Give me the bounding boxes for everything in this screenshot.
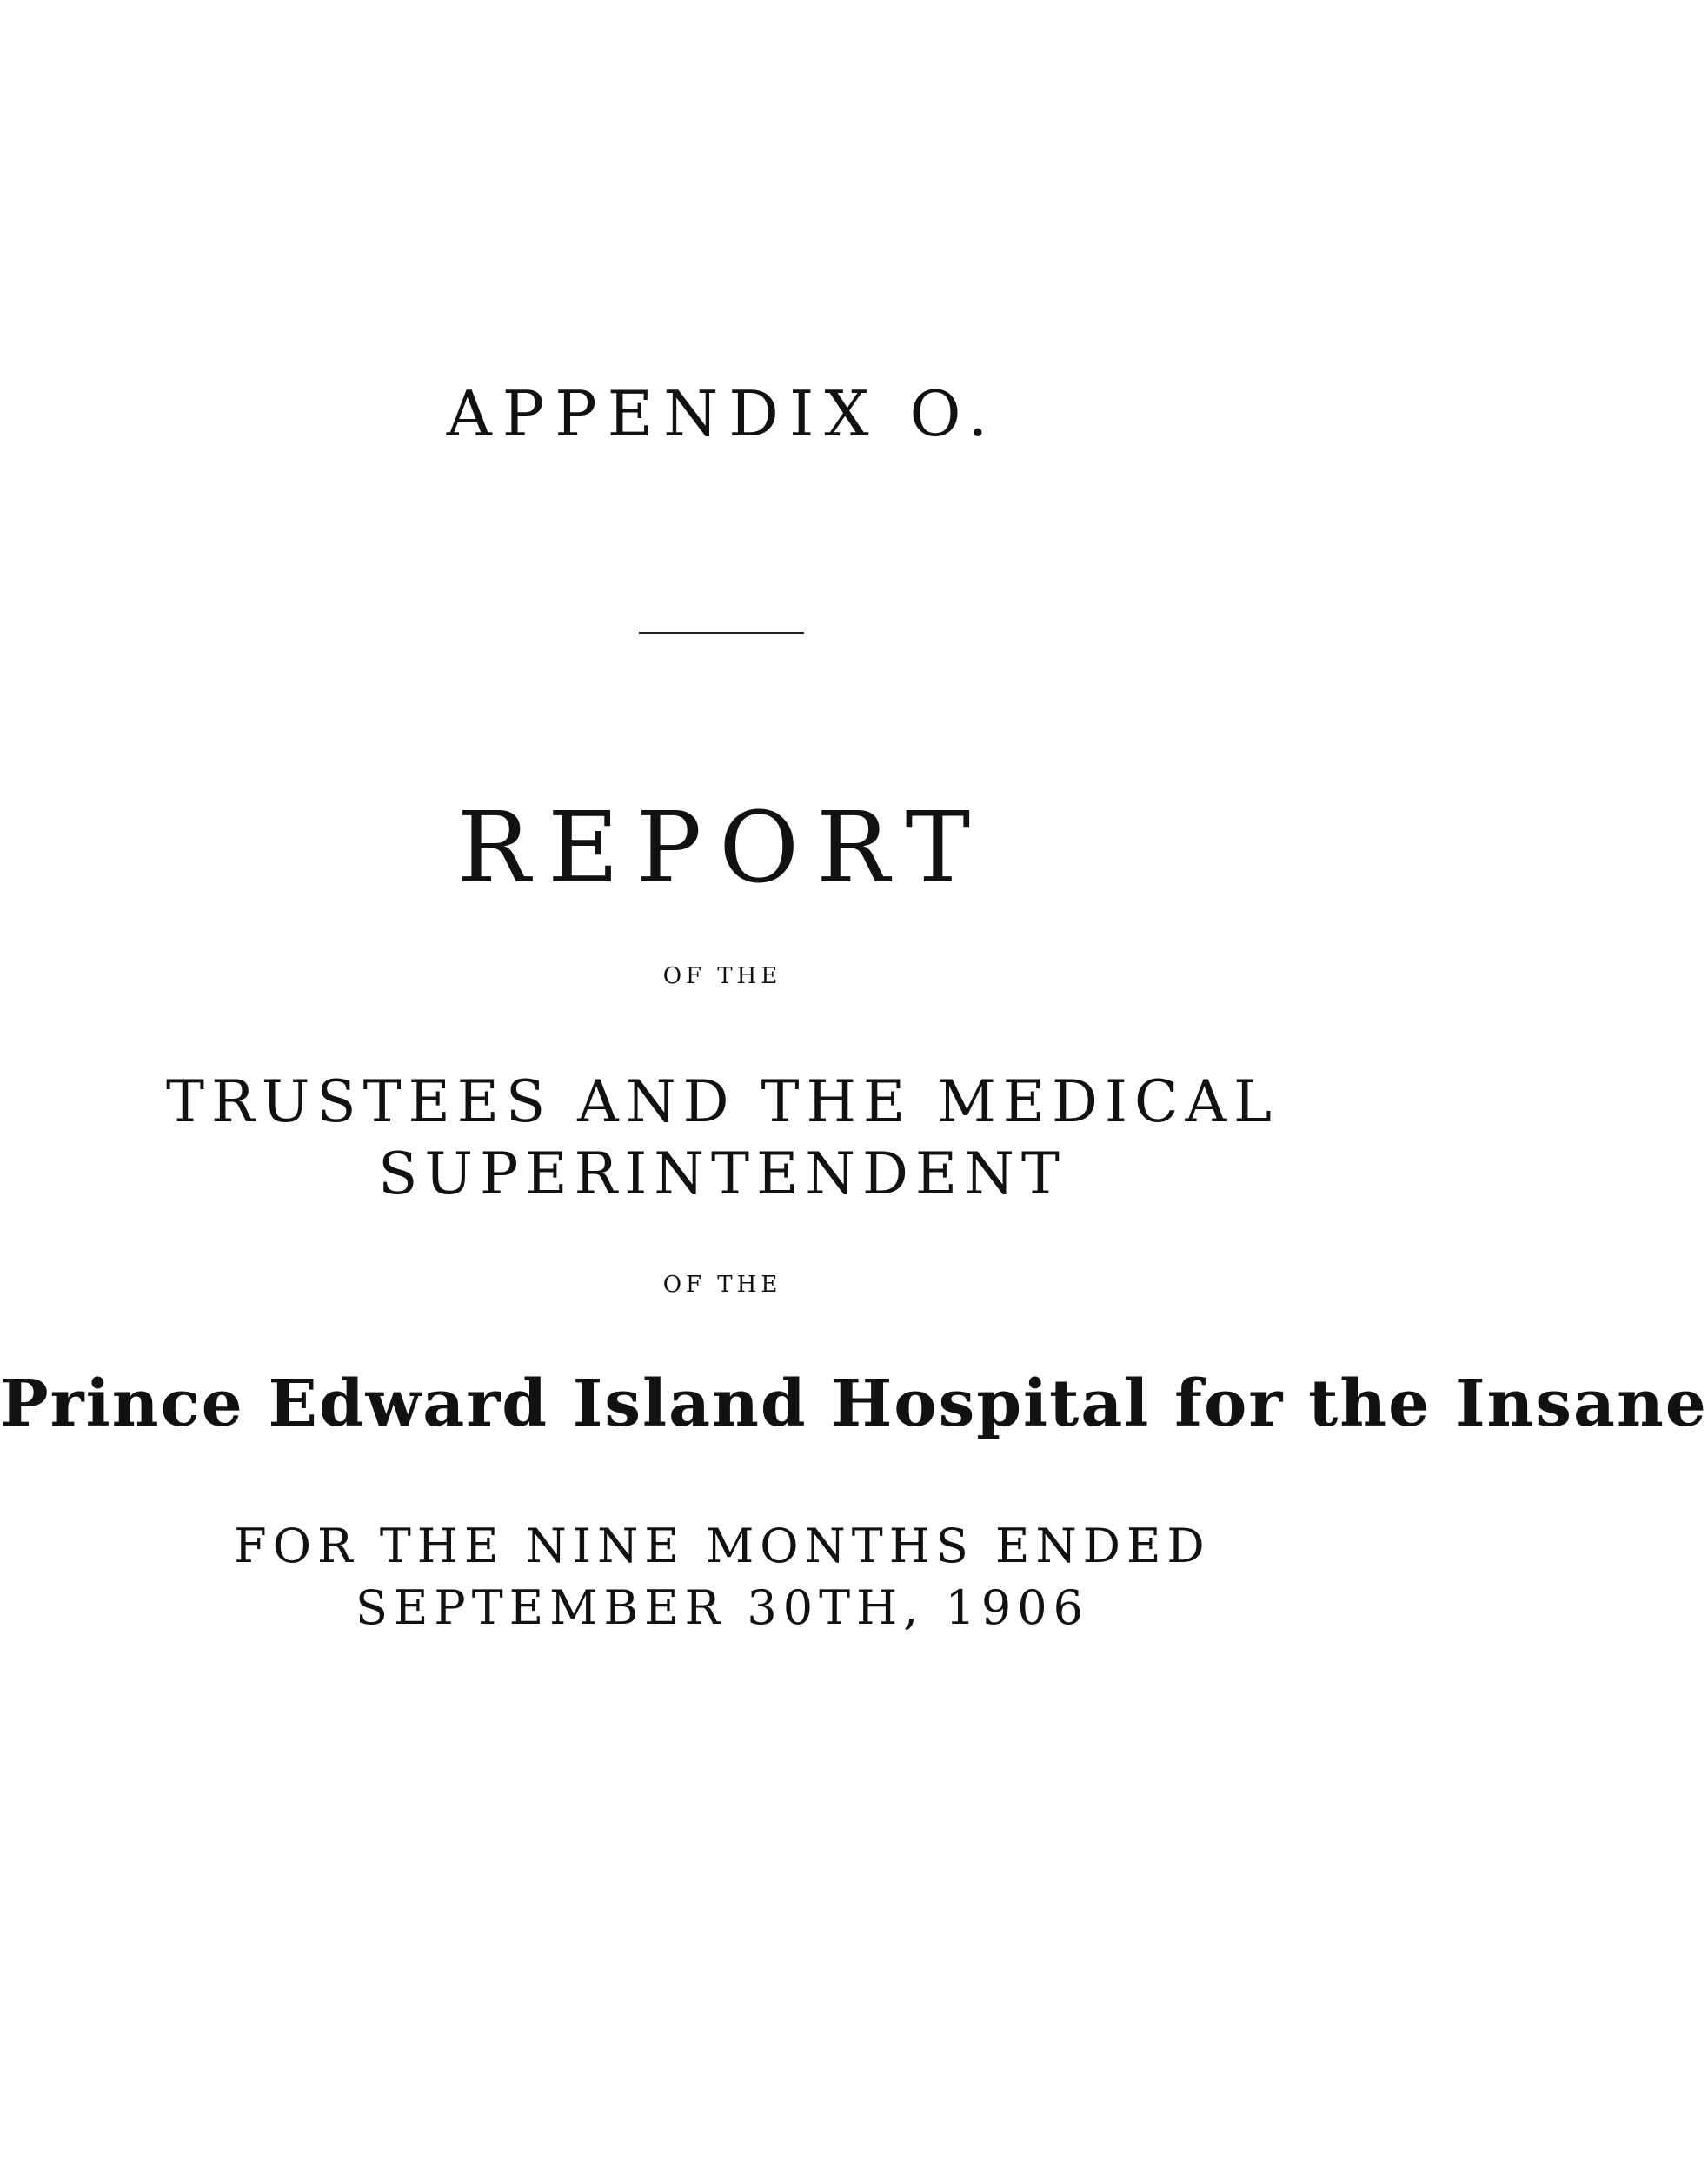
subject-line-1: TRUSTEES AND THE MEDICAL [166,1068,1279,1135]
institution-name: Prince Edward Island Hospital for the Insane [0,1366,1708,1441]
of-the-label-2: OF THE [662,1272,782,1298]
period-line-1: FOR THE NINE MONTHS ENDED [234,1519,1211,1573]
period-line-2: SEPTEMBER 30TH, 1906 [356,1580,1089,1635]
report-title: REPORT [456,792,988,905]
appendix-heading: APPENDIX O. [446,377,999,450]
divider-rule [639,632,804,634]
of-the-label-1: OF THE [662,963,782,989]
subject-line-2: SUPERINTENDENT [378,1140,1067,1207]
